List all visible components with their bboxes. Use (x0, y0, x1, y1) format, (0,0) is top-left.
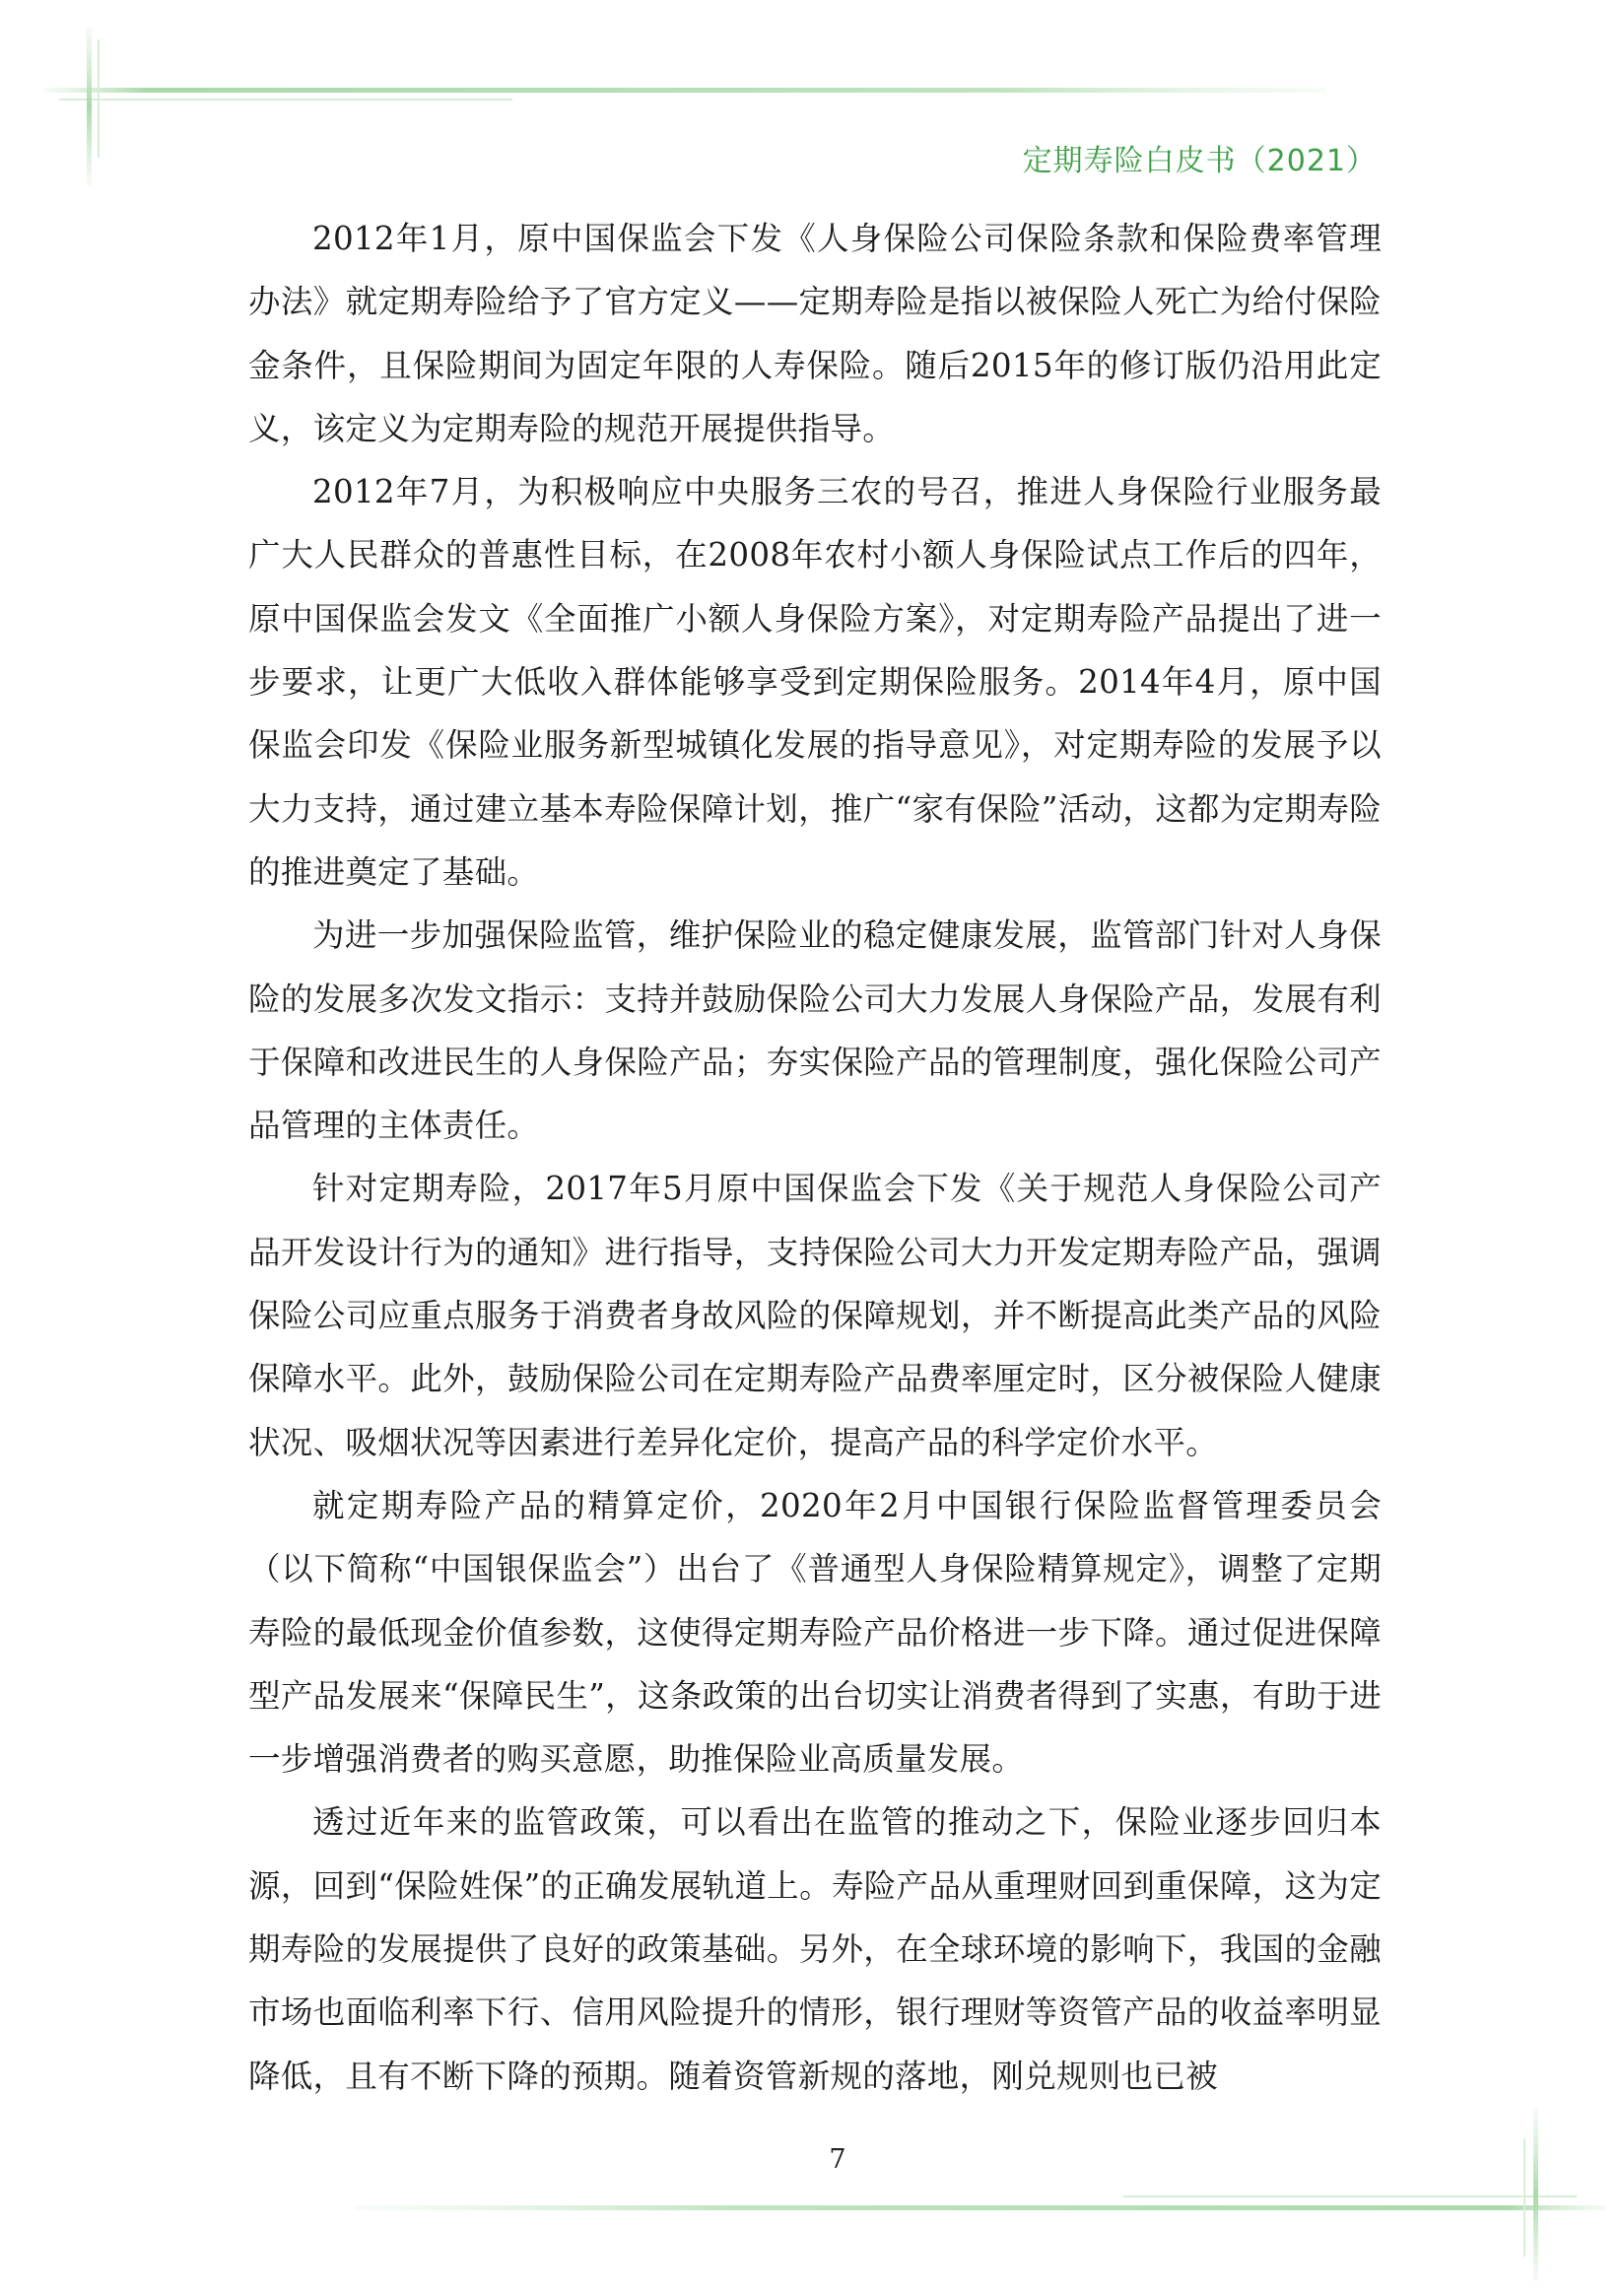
bottom-border-line (355, 2205, 1606, 2210)
right-border-line (1533, 2109, 1538, 2281)
page-number: 7 (829, 2144, 846, 2175)
running-header-title: 定期寿险白皮书（2021） (1022, 144, 1377, 178)
left-border-line (87, 28, 92, 185)
paragraph: 为进一步加强保险监管，维护保险业的稳定健康发展，监管部门针对人身保险的发展多次发文指示：支持并鼓励保险公司大力发展人身保险产品，发展有利于保障和改进民生的人身保险产品；夯实保险产品的管理制度，强化保险公司产品管理的主体责任。 (248, 916, 1382, 1145)
paragraph: 透过近年来的监管政策，可以看出在监管的推动之下，保险业逐步回归本源，回到“保险姓保”的正确发展轨道上。寿险产品从重理财回到重保障，这为定期寿险的发展提供了良好的政策基础。另外，在全球环境的影响下，我国的金融市场也面临利率下行、信用风险提升的情形，银行理财等资管产品的收益率明显降低，且有不断下降的预期。随着资管新规的落地，刚兑规则也已被 (248, 1803, 1382, 2095)
top-border-line (44, 88, 1325, 93)
paragraph: 2012年1月，原中国保监会下发《人身保险公司保险条款和保险费率管理办法》就定期寿险给予了官方定义——定期寿险是指以被保险人死亡为给付保险金条件，且保险期间为固定年限的人寿保险。随后2015年的修订版仍沿用此定义，该定义为定期寿险的规范开展提供指导。 (248, 220, 1382, 447)
paragraph: 2012年7月，为积极响应中央服务三农的号召，推进人身保险行业服务最广大人民群众的普惠性目标，在2008年农村小额人身保险试点工作后的四年，原中国保监会发文《全面推广小额人身保险方案》，对定期寿险产品提出了进一步要求，让更广大低收入群体能够享受到定期保险服务。2014年4月，原中国保监会印发《保险业服务新型城镇化发展的指导意见》，对定期寿险的发展予以大力支持，通过建立基本寿险保障计划，推广“家有保险”活动，这都为定期寿险的推进奠定了基础。 (248, 473, 1382, 891)
paragraph: 就定期寿险产品的精算定价，2020年2月中国银行保险监督管理委员会（以下简称“中国银保监会”）出台了《普通型人身保险精算规定》，调整了定期寿险的最低现金价值参数，这使得定期寿险产品价格进一步下降。通过促进保障型产品发展来“保障民生”，这条政策的出台切实让消费者得到了实惠，有助于进一步增强消费者的购买意愿，助推保险业高质量发展。 (248, 1486, 1382, 1779)
paragraph: 针对定期寿险，2017年5月原中国保监会下发《关于规范人身保险公司产品开发设计行为的通知》进行指导，支持保险公司大力开发定期寿险产品，强调保险公司应重点服务于消费者身故风险的保障规划，并不断提高此类产品的风险保障水平。此外，鼓励保险公司在定期寿险产品费率厘定时，区分被保险人健康状况、吸烟状况等因素进行差异化定价，提高产品的科学定价水平。 (248, 1170, 1382, 1461)
body-text (248, 207, 1382, 2108)
